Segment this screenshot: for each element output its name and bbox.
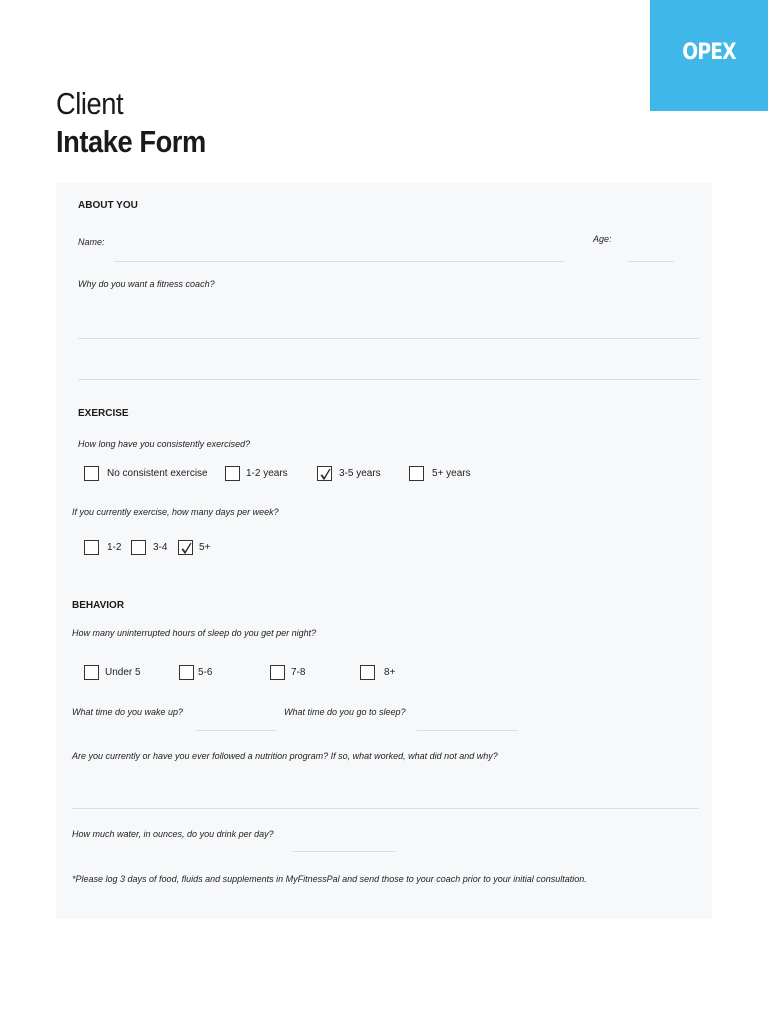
sleep-checkbox-under-5[interactable]: [84, 665, 99, 680]
page-title-line2: Intake Form: [56, 124, 206, 159]
exercise-days-option-label: 1-2: [107, 542, 122, 553]
exercise-duration-option-label: 3-5 years: [339, 468, 381, 479]
why-coach-answer-line-1[interactable]: [78, 338, 699, 339]
exercise-duration-option-label: 5+ years: [432, 468, 471, 479]
sleep-time-field[interactable]: [417, 730, 518, 731]
exercise-duration-checkbox-3-5[interactable]: [317, 466, 332, 481]
brand-logo: OPEX: [682, 40, 736, 65]
exercise-days-checkbox-1-2[interactable]: [84, 540, 99, 555]
sleep-option-label: 7-8: [291, 667, 306, 678]
exercise-days-question: If you currently exercise, how many days per week?: [72, 507, 279, 517]
wake-time-label: What time do you wake up?: [72, 707, 184, 717]
checkmark-icon: [318, 467, 333, 482]
sleep-checkbox-7-8[interactable]: [270, 665, 285, 680]
section-heading-behavior: BEHAVIOR: [72, 600, 125, 611]
sleep-checkbox-8plus[interactable]: [360, 665, 375, 680]
sleep-hours-question: How many uninterrupted hours of sleep do you get per night?: [72, 628, 317, 638]
exercise-days-checkbox-5plus[interactable]: [178, 540, 193, 555]
age-field[interactable]: [628, 261, 674, 262]
sleep-option-label: 5-6: [198, 667, 213, 678]
water-question: How much water, in ounces, do you drink per day?: [72, 829, 274, 839]
sleep-option-label: 8+: [384, 667, 396, 678]
sleep-time-label: What time do you go to sleep?: [284, 707, 406, 717]
section-heading-about: ABOUT YOU: [78, 200, 138, 211]
why-coach-answer-line-2[interactable]: [78, 379, 699, 380]
exercise-duration-checkbox-5plus[interactable]: [409, 466, 424, 481]
exercise-duration-question: How long have you consistently exercised?: [78, 439, 251, 449]
section-heading-exercise: EXERCISE: [78, 408, 129, 419]
page-title-line1: Client: [56, 86, 124, 121]
name-label: Name:: [78, 237, 105, 247]
wake-time-field[interactable]: [196, 730, 276, 731]
nutrition-question: Are you currently or have you ever followed a nutrition program? If so, what worked, what did not and why?: [72, 751, 498, 761]
checkmark-icon: [179, 541, 194, 556]
exercise-days-checkbox-3-4[interactable]: [131, 540, 146, 555]
sleep-checkbox-5-6[interactable]: [179, 665, 194, 680]
exercise-days-option-label: 3-4: [153, 542, 168, 553]
exercise-days-option-label: 5+: [199, 542, 211, 553]
sleep-option-label: Under 5: [105, 667, 141, 678]
exercise-duration-option-label: No consistent exercise: [107, 468, 208, 479]
water-field[interactable]: [293, 851, 396, 852]
nutrition-answer-line[interactable]: [72, 808, 699, 809]
exercise-duration-checkbox-none[interactable]: [84, 466, 99, 481]
exercise-duration-checkbox-1-2[interactable]: [225, 466, 240, 481]
why-coach-question: Why do you want a fitness coach?: [78, 279, 215, 289]
age-label: Age:: [593, 234, 612, 244]
name-field[interactable]: [114, 261, 564, 262]
food-log-note: *Please log 3 days of food, fluids and supplements in MyFitnessPal and send those to your coach prior to your initial consultation.: [72, 874, 587, 884]
exercise-duration-option-label: 1-2 years: [246, 468, 288, 479]
